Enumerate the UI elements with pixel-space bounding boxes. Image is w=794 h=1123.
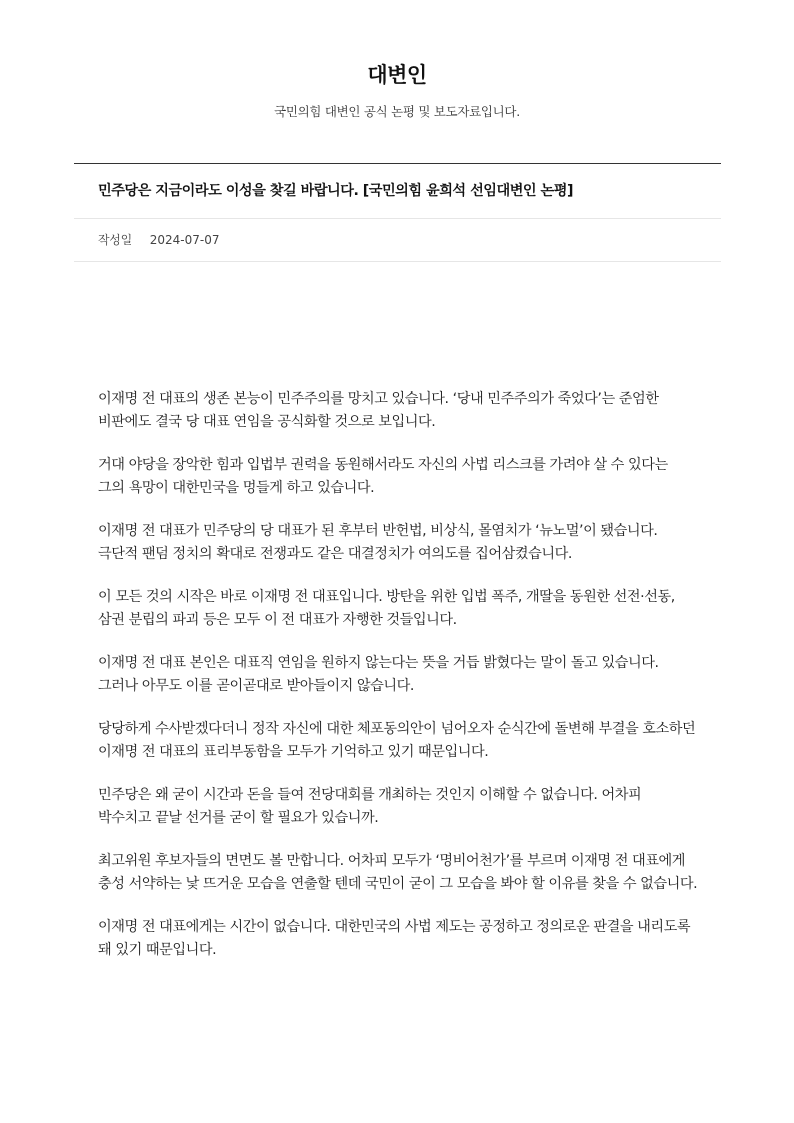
article-body <box>98 388 698 982</box>
page-subtitle: 국민의힘 대변인 공식 논평 및 보도자료입니다. <box>274 104 520 119</box>
body-paragraph: 이재명 전 대표가 민주당의 당 대표가 된 후부터 반헌법, 비상식, 몰염치가 ‘뉴노멀’이 됐습니다. 극단적 팬덤 정치의 확대로 전쟁과도 같은 대결정치가 여의도를 집어삼켰습니다. <box>98 523 658 562</box>
body-paragraph: 거대 야당을 장악한 힘과 입법부 권력을 동원해서라도 자신의 사법 리스크를 가려야 살 수 있다는 그의 욕망이 대한민국을 멍들게 하고 있습니다. <box>98 457 668 496</box>
body-paragraph: 이재명 전 대표의 생존 본능이 민주주의를 망치고 있습니다. ‘당내 민주주의가 죽었다’는 준엄한 비판에도 결국 당 대표 연임을 공식화할 것으로 보입니다. <box>98 391 659 430</box>
meta-divider <box>74 261 721 262</box>
page-title: 대변인 <box>367 63 427 87</box>
body-paragraph: 이재명 전 대표 본인은 대표직 연임을 원하지 않는다는 뜻을 거듭 밝혔다는 말이 돌고 있습니다. 그러나 아무도 이를 곧이곧대로 받아들이지 않습니다. <box>98 655 659 694</box>
body-paragraph: 당당하게 수사받겠다더니 정작 자신에 대한 체포동의안이 넘어오자 순식간에 돌변해 부결을 호소하던 이재명 전 대표의 표리부동함을 모두가 기억하고 있기 때문입니다. <box>98 721 696 760</box>
body-paragraph: 민주당은 왜 굳이 시간과 돈을 들여 전당대회를 개최하는 것인지 이해할 수 없습니다. 어차피 박수치고 끝날 선거를 굳이 할 필요가 있습니까. <box>98 787 642 826</box>
body-paragraph: 이 모든 것의 시작은 바로 이재명 전 대표입니다. 방탄을 위한 입법 폭주, 개딸을 동원한 선전·선동, 삼권 분립의 파괴 등은 모두 이 전 대표가 자행한 것들입니다. <box>98 589 675 628</box>
title-divider <box>74 218 721 219</box>
article-meta <box>98 229 219 251</box>
date-label: 작성일 <box>98 233 132 247</box>
header-divider <box>74 163 721 164</box>
article-title: 민주당은 지금이라도 이성을 찾길 바랍니다. [국민의힘 윤희석 선임대변인 논평] <box>98 183 573 199</box>
body-paragraph: 최고위원 후보자들의 면면도 볼 만합니다. 어차피 모두가 ‘명비어천가’를 부르며 이재명 전 대표에게 충성 서약하는 낯 뜨거운 모습을 연출할 텐데 국민이 굳이 그 모습을 봐야 할 이유를 찾을 수 없습니다. <box>98 853 698 892</box>
body-paragraph: 이재명 전 대표에게는 시간이 없습니다. 대한민국의 사법 제도는 공정하고 정의로운 판결을 내리도록 돼 있기 때문입니다. <box>98 919 691 958</box>
date-value: 2024-07-07 <box>149 233 220 247</box>
